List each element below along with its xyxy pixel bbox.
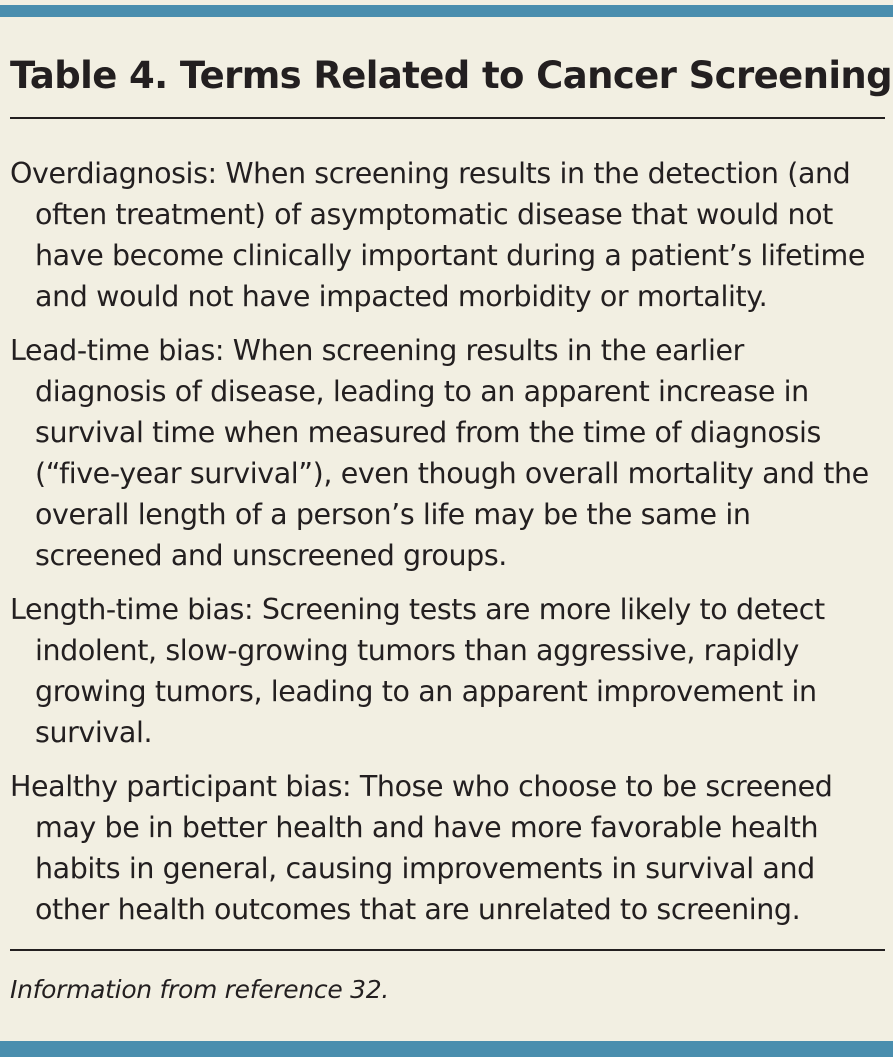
title-divider [10,117,885,119]
source-footnote: Information from reference 32. [10,975,389,1004]
footnote-divider [10,949,885,951]
term-length-time-bias: Length-time bias: Screening tests are more likely to detect indolent, slow-growing tumors than aggressive, rapidly growing tumors, leading to an apparent improvement in survival. [10,593,825,749]
term-lead-time-bias: Lead-time bias: When screening results in the earlier diagnosis of disease, leading to an apparent increase in survival time when measured from the time of diagnosis (“five-year survival”), even though overall mortality and the overall length of a person’s life may be the same in screened and unscreened groups. [10,334,869,572]
bottom-accent-band [0,1041,893,1057]
term-overdiagnosis: Overdiagnosis: When screening results in the detection (and often treatment) of asymptomatic disease that would not have become clinically important during a patient’s lifetime and would not have impacted morbidity or mortality. [10,157,866,313]
terms-list [10,153,883,943]
top-accent-band [0,5,893,17]
term-healthy-participant-bias: Healthy participant bias: Those who choose to be screened may be in better health and have more favorable health habits in general, causing improvements in survival and other health outcomes that are unrelated to screening. [10,770,833,926]
table-title: Table 4. Terms Related to Cancer Screening [10,54,893,97]
